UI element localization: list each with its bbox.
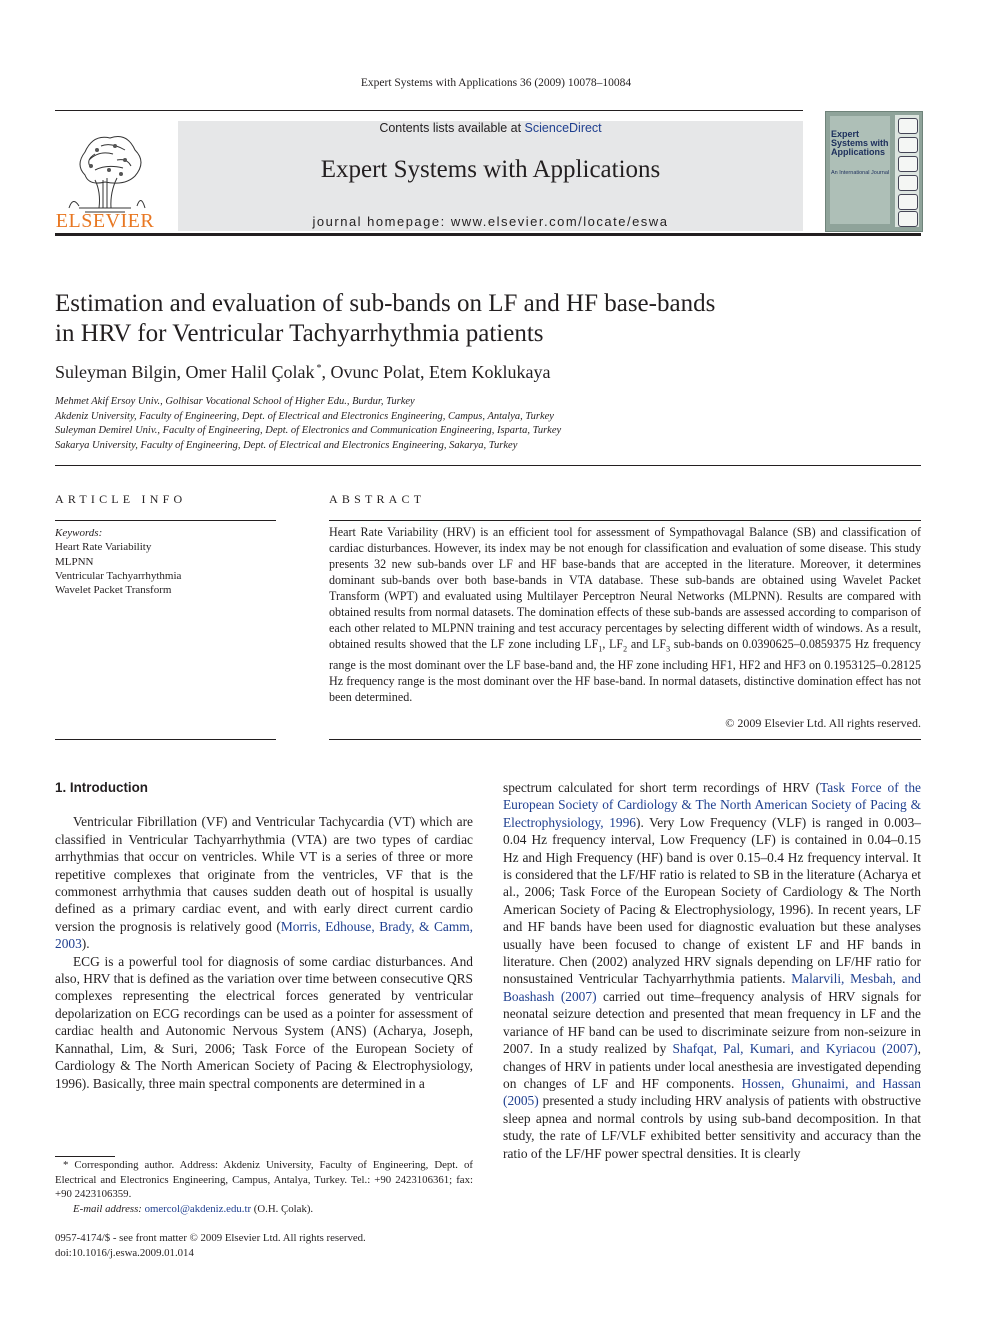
author-list [55,362,915,383]
issn-line: 0957-4174/$ - see front matter © 2009 Elsevier Ltd. All rights reserved. [55,1232,366,1244]
journal-reference: Expert Systems with Applications 36 (2009) 10078–10084 [360,77,632,89]
abstract-rule [329,520,921,521]
footnote-rule [55,1156,115,1157]
cover-glyph-icon [898,175,918,191]
footnote-text: * Corresponding author. Address: Akdeniz University, Faculty of Engineering, Dept. of Electrical and Electronics Engineering, Campus, Antalya, Turkey. Tel.: +90 2423106361; fax: +90 2423106359. [55,1159,473,1200]
abstract-copyright: © 2009 Elsevier Ltd. All rights reserved. [725,716,921,730]
abstract-rule [329,739,921,740]
body-paragraph [503,779,921,1162]
paragraph-text: ). Very Low Frequency (VLF) is ranged in 0.003–0.04 Hz frequency interval, Low Frequency (LF) is contained in 0.04–0.15 Hz and High Frequency (HF) band is over 0.15–0.4 Hz frequency interval. It is considered that the LF/HF ratio is related to SB in the literature (Acharya et al., 2006; Task Force of the European Society of Cardiology & The North American Society of Pacing & Electrophysiology, 1996). In recent years, LF and HF bands have been used for diagnostic evaluation but these analyses usually have been focused to change of existent LF and HF bands in literature. Chen (2002) analyzed HRV signals depending on LF/HF ratio for nonsustained Ventricular Tachyarrhythmia patients. [503,814,921,987]
affiliation: Suleyman Demirel Univ., Faculty of Engineering, Dept. of Electronics and Communication Engineering, Isparta, Turkey [55,425,562,436]
header-rule [55,110,803,111]
front-matter [55,1231,473,1260]
citation-link[interactable]: Hossen, Ghunaimi, and Hassan (2005) [503,1075,921,1109]
citation-link[interactable]: Task Force of the European Society of Cardiology & The North American Society of Pacing & Electrophysiology, 1996 [503,780,921,830]
authors-part: , Ovunc Polat, Etem Koklukaya [321,362,551,382]
subscript: 2 [623,644,628,654]
affiliation: Akdeniz University, Faculty of Engineering, Dept. of Electrical and Electronics Engineering, Campus, Antalya, Turkey [55,410,554,422]
citation-link[interactable]: Morris, Edhouse, Brady, & Camm, 2003 [55,918,473,952]
abstract-heading: ABSTRACT [329,492,426,506]
article-info-heading: ARTICLE INFO [55,492,187,506]
journal-homepage [178,214,803,229]
affiliation: Sakarya University, Faculty of Engineering, Dept. of Electrical and Electronics Engineering, Sakarya, Turkey [55,439,518,451]
cover-title: Expert Systems with Applications [831,129,889,157]
body-column-left [55,779,473,1092]
header-thick-rule [55,233,921,236]
cover-subtitle: An International Journal [831,170,890,176]
publisher-wordmark: ELSEVIER [55,210,155,232]
cover-glyph-icon [898,118,918,134]
article-title-line: in HRV for Ventricular Tachyarrhythmia patients [55,320,544,347]
abstract-part: , LF [602,637,624,651]
journal-title: Expert Systems with Applications [320,156,661,183]
article-title [55,289,915,349]
keyword: Heart Rate Variability [55,541,152,554]
footnote-email-line [55,1202,473,1217]
homepage-link[interactable]: www.elsevier.com/locate/eswa [450,214,669,229]
abstract-part: sub-bands on 0.0390625–0.0859375 Hz frequency range is the most dominant over the LF base-band and, the HF zone including HF1, HF2 and HF3 on 0.1953125–0.28125 Hz frequency range is the most dominant over the HF base-band. In normal datasets, distinctive domination effect has not been determined. [329,637,921,705]
keywords-block [55,526,276,597]
paragraph-text: spectrum calculated for short term recordings of HRV ( [503,780,821,795]
section-rule [55,465,921,466]
journal-cover-thumbnail[interactable] [825,111,923,232]
paragraph-text: Ventricular Fibrillation (VF) and Ventricular Tachycardia (VT) which are classified in Ventricular Tachyarrhythmia (VTA) are two types of cardiac arrhythmias that occur on ventricles. While VT is a series of three or more repetitive complexes that originate from the ventricles, VF that is the commonest arrhythmia that causes sudden death out of hospital is usually defined as a primary cardiac event, and with early direct current cardio version the prognosis is relatively good ( [55,814,473,934]
paragraph-text: ). [81,936,90,952]
doi-line: doi:10.1016/j.eswa.2009.01.014 [55,1246,194,1259]
article-info-rule [55,739,276,740]
corresponding-author-footnote [55,1158,473,1216]
email-link[interactable]: omercol@akdeniz.edu.tr [144,1202,252,1215]
abstract-text [329,524,921,705]
abstract-part: Heart Rate Variability (HRV) is an efficient tool for assessment of Sympathovagal Balance (SB) and classification of cardiac disturbances. However, its index may be not enough for classification and evaluation of some disease. This study presents 32 new sub-bands over LF and HF base-bands that are accepted in the literature. Moreover, it determines dominant sub-bands over both base-bands in VTA database. These sub-bands are obtained using Wavelet Packet Transform (WPT) and evaluated using Multilayer Perceptron Neural Networks (MLPNN). Results are compared with obtained results from normal datasets. The domination effects of these sub-bands are assessed according to comparison of each other related to MLPNN training and test accuracy percentages by selecting different width of windows. As a result, obtained results showed that the LF zone including LF [329,525,921,651]
paragraph-text: carried out time–frequency analysis of HRV signals for neonatal seizure detection and presented that mean frequency in LF and the variance of HF band can be used to discriminate seizure from non-seizure in 2007. In a study realized by [503,988,921,1057]
sciencedirect-link[interactable]: ScienceDirect [524,121,602,135]
cover-glyph-icon [898,156,918,172]
body-paragraph [55,813,473,952]
citation-link[interactable]: Malarvili, Mesbah, and Boashash (2007) [503,971,921,1004]
body-paragraph: ECG is a powerful tool for diagnosis of some cardiac disturbances. And also, HRV that is defined as the variation over time between consecutive QRS complexes representing the electrical forces generated by ventricular depolarization on ECG recordings can be used as a pointer for assessment of cardiac health and Autonomic Nervous System (ANS) (Acharya, Joseph, Kannathal, Lim, & Suri, 2006; Task Force of the European Society of Cardiology & The North American Society of Pacing & Electrophysiology, 1996). Basically, three main spectral components are determined in a [55,953,473,1091]
keyword: Ventricular Tachyarrhythmia [55,569,182,582]
affiliations [55,395,915,453]
affiliation: Mehmet Akif Ersoy Univ., Golhisar Vocational School of Higher Edu., Burdur, Turkey [55,396,415,407]
subscript: 3 [666,644,671,654]
cover-icon-strip [895,115,919,227]
authors-part: Suleyman Bilgin, Omer Halil Çolak [55,362,315,382]
corresponding-author-mark[interactable]: * [316,363,322,374]
subscript: 1 [598,644,603,654]
homepage-prefix: journal homepage: [312,214,451,229]
email-owner: (O.H. Çolak). [251,1202,314,1215]
body-column-right [503,779,921,1162]
article-title-line: Estimation and evaluation of sub-bands on LF and HF base-bands [55,290,716,317]
keyword: MLPNN [55,555,94,568]
contents-prefix: Contents lists available at [379,121,525,135]
paragraph-text: presented a study including HRV analysis of patients with obstructive sleep apnea and normal controls by using sub-band decomposition. In that study, the rate of LF/VLF exhibited better sensitivity and accuracy than the ratio of the LF/HF power spectral densities. It is clearly [503,1093,921,1161]
abstract-part: and LF [627,637,667,651]
contents-line [178,121,803,135]
cover-glyph-icon [898,211,918,227]
keyword: Wavelet Packet Transform [55,584,172,597]
keywords-label: Keywords: [55,527,103,539]
cover-glyph-icon [898,137,918,153]
citation-link[interactable]: Shafqat, Pal, Kumari, and Kyriacou (2007) [672,1041,918,1057]
paragraph-text: , changes of HRV in patients under local anesthesia are investigated depending on changes of LF and HF components. [503,1041,922,1091]
article-info-rule [55,520,276,521]
email-label: E-mail address: [73,1202,145,1215]
section-heading: 1. Introduction [55,780,148,795]
cover-glyph-icon [898,194,918,210]
